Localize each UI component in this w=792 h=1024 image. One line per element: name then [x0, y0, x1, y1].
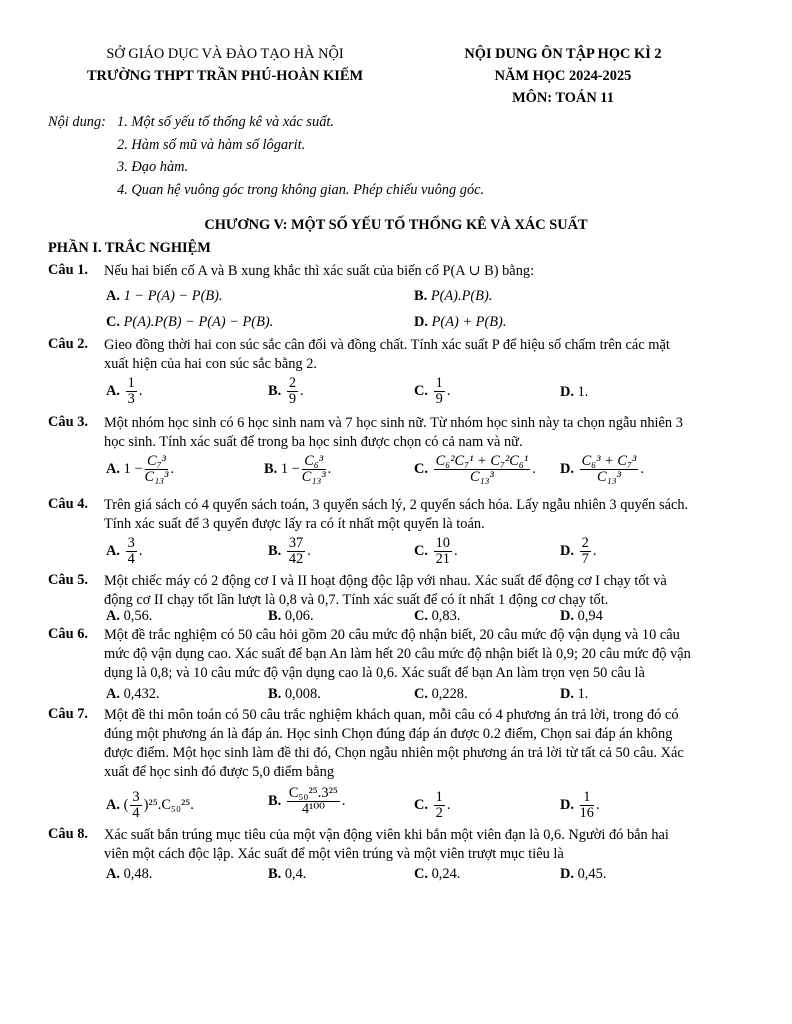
option-letter: B. [268, 866, 282, 882]
contents-label: Nội dung: [48, 114, 106, 130]
option-letter: D. [560, 608, 574, 624]
option-d[interactable] [560, 384, 588, 401]
option-suffix: . [138, 542, 143, 559]
question-label: Câu 3. [48, 414, 88, 430]
stem-line: đúng một phương án là đáp án. Học sinh Chọn đúng đáp án được 0.2 điểm, Chọn sai đáp án không [104, 726, 673, 742]
option-c[interactable] [414, 454, 536, 485]
option-a[interactable] [106, 288, 223, 305]
option-letter: C. [414, 608, 428, 624]
option-text: 0,432. [123, 686, 160, 702]
option-suffix: . [446, 382, 451, 399]
option-text: 0,4. [284, 866, 307, 882]
option-suffix: . [640, 460, 644, 477]
option-letter: A. [106, 686, 120, 702]
numerator: C₇³ [145, 454, 169, 470]
denominator: 21 [435, 551, 450, 567]
fraction [434, 790, 445, 821]
question-label: Câu 5. [48, 572, 88, 588]
option-c[interactable] [414, 866, 460, 883]
option-letter: B. [264, 460, 278, 477]
denominator: 4 [132, 805, 140, 821]
option-a[interactable] [106, 790, 194, 821]
option-a[interactable] [106, 536, 142, 567]
denominator: 4 [127, 551, 135, 567]
option-text: P(A).P(B) − P(A) − P(B). [123, 314, 274, 330]
stem-line: Một đề thi môn toán có 50 câu trắc nghiệm khách quan, mỗi câu có 4 phương án trả lời, trong đó có [104, 707, 679, 723]
option-prefix: ( [123, 796, 129, 813]
numerator: 10 [435, 535, 450, 551]
option-a[interactable] [106, 686, 160, 703]
option-c[interactable] [414, 608, 460, 625]
fraction [145, 454, 169, 485]
option-letter: C. [414, 460, 428, 477]
question-label: Câu 7. [48, 706, 88, 722]
option-suffix: . [170, 460, 175, 477]
option-text: 0,56. [123, 608, 153, 624]
contents-item: 4. Quan hệ vuông góc trong không gian. Phép chiếu vuông góc. [117, 181, 485, 198]
option-letter: C. [414, 796, 428, 813]
fraction [287, 786, 340, 817]
option-letter: D. [560, 542, 574, 559]
option-text: P(A).P(B). [430, 288, 493, 304]
option-text: 0,94 [577, 608, 603, 624]
contents-item: 2. Hàm số mũ và hàm số lôgarit. [117, 136, 306, 153]
option-letter: B. [268, 542, 282, 559]
fraction [302, 454, 326, 485]
school-year: NĂM HỌC 2024-2025 [494, 68, 632, 84]
numerator: 3 [127, 535, 135, 551]
option-text: 1. [577, 686, 589, 702]
school-name: TRƯỜNG THPT TRẦN PHÚ-HOÀN KIẾM [86, 68, 364, 84]
option-letter: B. [268, 792, 282, 809]
option-d[interactable] [414, 314, 506, 331]
numerator: 1 [580, 790, 594, 806]
option-text: 1. [577, 384, 589, 400]
option-c[interactable] [106, 314, 273, 331]
option-letter: B. [268, 686, 282, 702]
option-suffix: . [327, 460, 332, 477]
option-d[interactable] [560, 454, 644, 485]
option-b[interactable] [268, 786, 346, 817]
stem-line: động cơ II chạy tốt lần lượt là 0,8 và 0,7. Tính xác suất để có ít nhất 1 động cơ chạy tốt. [104, 592, 609, 608]
fraction [580, 454, 639, 485]
option-letter: B. [268, 382, 282, 399]
stem-line: Nếu hai biến cố A và B xung khắc thì xác suất của biến cố P(A ∪ B) bằng: [104, 263, 535, 279]
fraction [126, 536, 137, 567]
denominator: C₁₃³ [301, 469, 326, 485]
option-suffix: . [592, 542, 597, 559]
fraction [580, 790, 594, 821]
option-suffix: . [341, 792, 346, 809]
fraction [434, 536, 452, 567]
option-text: 0,06. [284, 608, 314, 624]
stem-line: Gieo đồng thời hai con súc sắc cân đối và đồng chất. Tính xác suất P để hiệu số chấm trên các mặt [104, 337, 670, 353]
option-letter: D. [560, 460, 574, 477]
option-letter: C. [414, 542, 428, 559]
option-c[interactable] [414, 376, 450, 407]
option-letter: A. [106, 382, 120, 399]
denominator: 16 [579, 805, 594, 821]
numerator: 1 [435, 375, 443, 391]
stem-line: Trên giá sách có 4 quyển sách toán, 3 quyển sách lý, 2 quyển sách hóa. Lấy ngẫu nhiên 3 quyển sách. [104, 497, 689, 513]
option-c[interactable] [414, 536, 458, 567]
option-suffix: . [454, 542, 458, 559]
option-a[interactable] [106, 866, 152, 883]
question-label: Câu 4. [48, 496, 88, 512]
part-title: PHẦN I. TRẮC NGHIỆM [48, 240, 211, 256]
option-letter: C. [414, 686, 428, 702]
denominator: C₁₃³ [597, 469, 621, 485]
option-text: 0,24. [431, 866, 461, 882]
question-stem [104, 496, 792, 534]
option-suffix: . [532, 460, 536, 477]
option-a[interactable] [106, 454, 174, 485]
subject: MÔN: TOÁN 11 [512, 90, 614, 106]
option-suffix: . [307, 542, 311, 559]
option-prefix: 1 − [123, 460, 143, 477]
question-stem [104, 414, 792, 452]
option-letter: C. [414, 866, 428, 882]
department-name: SỞ GIÁO DỤC VÀ ĐÀO TẠO HÀ NỘI [106, 46, 344, 62]
stem-line: học sinh. Tính xác suất để trong ba học sinh được chọn có cả nam và nữ. [104, 434, 523, 450]
stem-line: Tính xác suất để 3 quyển được lấy ra có ít nhất một quyển là toán. [104, 516, 485, 532]
contents-item: 3. Đạo hàm. [117, 159, 189, 175]
option-letter: C. [414, 382, 428, 399]
numerator: 2 [288, 375, 297, 391]
fraction [580, 536, 591, 567]
option-text: 1 − P(A) − P(B). [123, 288, 223, 304]
option-letter: A. [106, 866, 120, 882]
option-b[interactable] [268, 608, 314, 625]
option-letter: A. [106, 460, 120, 477]
option-d[interactable] [560, 608, 603, 625]
fraction [434, 376, 445, 407]
option-prefix: 1 − [280, 460, 300, 477]
option-b[interactable] [414, 288, 492, 305]
denominator: C₁₃³ [469, 469, 494, 485]
stem-line: dụng là 0,8; và 10 câu mức độ vận dụng cao là 0,6. Xác suất để bạn An làm trọn vẹn 50 câu là [104, 665, 645, 681]
stem-line: được điểm. Một học sinh làm đề thi đó, Chọn ngẫu nhiên một phương án trả lời từ tất cả 50 câu. Xác [104, 745, 684, 761]
option-b[interactable] [268, 686, 321, 703]
option-c[interactable] [414, 790, 450, 821]
option-d[interactable] [560, 866, 606, 883]
option-letter: A. [106, 288, 120, 304]
numerator: C₆²C₇¹ + C₇²C₆¹ [435, 453, 529, 469]
question-label: Câu 6. [48, 626, 88, 642]
option-letter: B. [268, 608, 282, 624]
stem-line: viên một cách độc lập. Xác suất để một viên trúng và một viên trượt mục tiêu là [104, 846, 564, 862]
option-letter: D. [560, 796, 574, 813]
question-stem [104, 826, 792, 864]
question-stem [104, 262, 792, 281]
denominator: 4¹⁰⁰ [301, 801, 325, 817]
option-d[interactable] [560, 686, 588, 703]
stem-line: Một nhóm học sinh có 6 học sinh nam và 7 học sinh nữ. Từ nhóm học sinh này ta chọn ngẫu nhiên 3 [104, 415, 683, 431]
option-suffix: . [596, 796, 600, 813]
numerator: 1 [127, 375, 135, 391]
option-text: 0,008. [284, 686, 321, 702]
option-letter: D. [560, 866, 574, 882]
question-stem [104, 626, 792, 683]
option-letter: A. [106, 542, 120, 559]
option-letter: B. [414, 288, 428, 304]
option-letter: A. [106, 796, 120, 813]
option-text: 0,48. [123, 866, 153, 882]
fraction [126, 376, 137, 407]
denominator: C₁₃³ [144, 469, 169, 485]
option-text: 0,83. [431, 608, 461, 624]
option-d[interactable] [560, 536, 596, 567]
fraction [287, 536, 305, 567]
denominator: 9 [435, 391, 443, 407]
denominator: 9 [288, 391, 297, 407]
question-label: Câu 1. [48, 262, 88, 278]
option-b[interactable] [268, 536, 311, 567]
numerator: 2 [581, 535, 589, 551]
option-text: P(A) + P(B). [431, 314, 507, 330]
question-label: Câu 2. [48, 336, 88, 352]
stem-line: Một đề trắc nghiệm có 50 câu hỏi gồm 20 câu mức độ nhận biết, 20 câu mức độ vận dụng và 10 câu [104, 627, 680, 643]
denominator: 3 [127, 391, 135, 407]
numerator: C₅₀²⁵.3²⁵ [288, 785, 338, 801]
option-letter: D. [414, 314, 428, 330]
option-c[interactable] [414, 686, 468, 703]
document-header [0, 44, 792, 114]
denominator: 2 [435, 805, 443, 821]
stem-line: mức độ vận dụng cao. Xác suất để bạn An làm hết 20 câu mức độ nhận biết là 0,9; 20 câu mức độ vận [104, 646, 691, 662]
option-letter: D. [560, 686, 574, 702]
contents-items [117, 111, 484, 201]
question-label: Câu 8. [48, 826, 88, 842]
fraction [287, 376, 298, 407]
question-stem [104, 572, 792, 610]
numerator: 1 [435, 789, 443, 805]
question-stem [104, 336, 792, 374]
fraction [130, 790, 141, 821]
option-text: 0,45. [577, 866, 607, 882]
contents-item: 1. Một số yếu tố thống kê và xác suất. [117, 114, 335, 130]
option-a[interactable] [106, 608, 152, 625]
option-suffix: . [300, 382, 304, 399]
numerator: 3 [132, 789, 140, 805]
chapter-title: CHƯƠNG V: MỘT SỐ YẾU TỐ THỐNG KÊ VÀ XÁC SUẤT [204, 217, 588, 233]
option-b[interactable] [268, 376, 304, 407]
option-a[interactable] [106, 376, 142, 407]
document-title: NỘI DUNG ÔN TẬP HỌC KÌ 2 [464, 46, 662, 62]
option-suffix: )²⁵.C₅₀²⁵. [143, 796, 194, 813]
fraction [434, 454, 531, 485]
denominator: 7 [581, 551, 589, 567]
numerator: 37 [288, 535, 304, 551]
option-letter: C. [106, 314, 120, 330]
numerator: C₆³ [302, 454, 326, 470]
stem-line: xuất hiện của hai con súc sắc bằng 2. [104, 356, 317, 372]
denominator: 42 [288, 551, 304, 567]
question-stem [104, 706, 792, 782]
stem-line: xuất để học sinh đó được 5,0 điểm bằng [104, 764, 335, 780]
option-d[interactable] [560, 790, 600, 821]
stem-line: Xác suất bắn trúng mục tiêu của một vận động viên khi bắn một viên đạn là 0,6. Người đó bắn hai [104, 827, 669, 843]
option-text: 0,228. [431, 686, 468, 702]
option-letter: D. [560, 384, 574, 400]
option-b[interactable] [264, 454, 331, 485]
option-suffix: . [446, 796, 451, 813]
option-suffix: . [138, 382, 143, 399]
stem-line: Một chiếc máy có 2 động cơ I và II hoạt động độc lập với nhau. Xác suất để động cơ I chạy tốt và [104, 573, 667, 589]
numerator: C₆³ + C₇³ [581, 453, 637, 469]
option-letter: A. [106, 608, 120, 624]
option-b[interactable] [268, 866, 306, 883]
